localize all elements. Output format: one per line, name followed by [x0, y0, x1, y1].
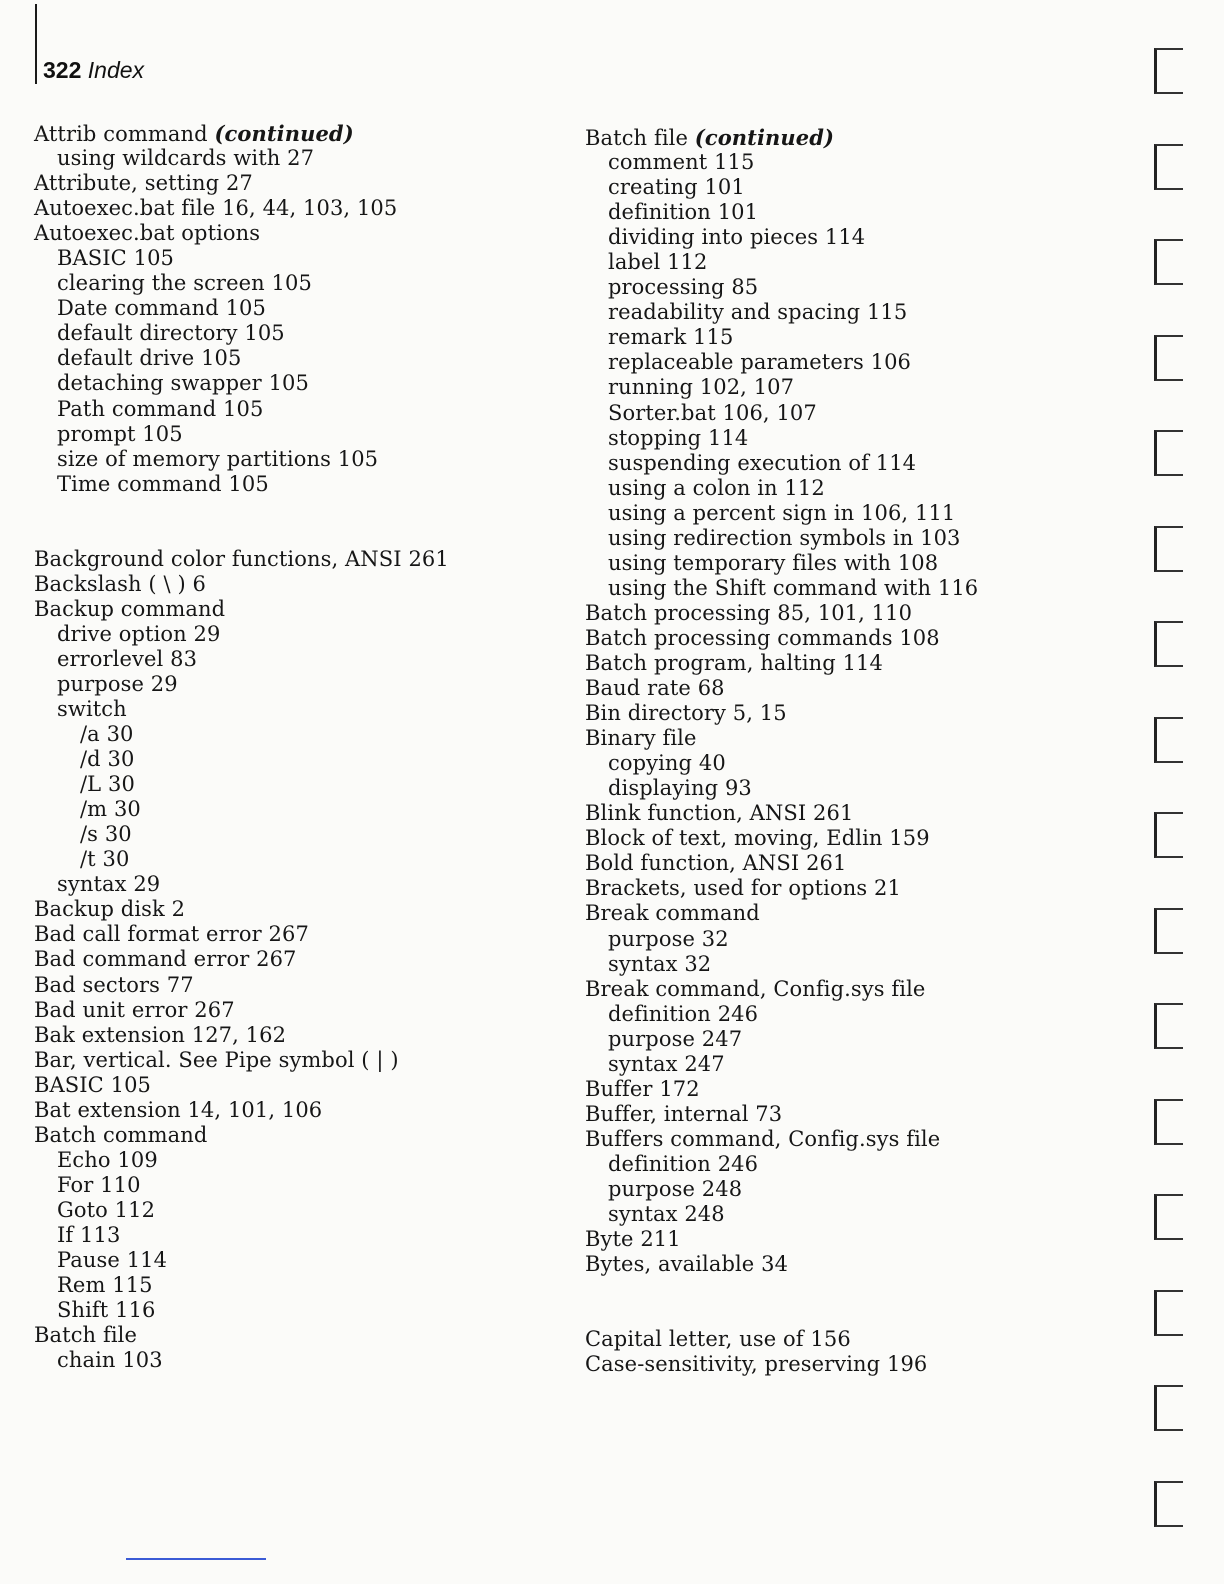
index-subentry [34, 622, 554, 647]
entry-text: Bytes, available 34 [585, 1252, 789, 1277]
entry-text: Binary file [585, 726, 697, 751]
entry-text: If 113 [57, 1222, 121, 1247]
index-subentry [34, 447, 554, 472]
index-subentry [585, 551, 1105, 576]
index-entry [34, 171, 554, 196]
entry-text: switch [57, 696, 127, 721]
index-subentry [585, 501, 1105, 526]
thumb-tab [1154, 812, 1183, 858]
entry-text: Buffer 172 [585, 1076, 700, 1101]
thumb-tab [1154, 1290, 1183, 1336]
entry-text: Batch file [585, 126, 688, 150]
thumb-tab-strip [1150, 0, 1190, 1584]
page-number: 322 [43, 57, 82, 83]
index-subentry [585, 325, 1105, 350]
entry-text: dividing into pieces 114 [608, 225, 866, 250]
index-subentry [585, 451, 1105, 476]
entry-text: Bold function, ANSI 261 [585, 851, 847, 876]
index-entry [34, 897, 554, 922]
index-entry [585, 1077, 1105, 1102]
index-entry [585, 851, 1105, 876]
index-subentry [585, 1202, 1105, 1227]
thumb-tab [1154, 48, 1183, 94]
entry-text: /m 30 [80, 797, 141, 822]
index-entry [585, 826, 1105, 851]
entry-text: using a colon in 112 [608, 475, 825, 500]
index-subentry [585, 401, 1105, 426]
entry-text: Rem 115 [57, 1273, 153, 1298]
thumb-tab [1154, 1481, 1183, 1527]
index-subentry [585, 250, 1105, 275]
entry-text: using redirection symbols in 103 [608, 525, 961, 550]
entry-text: Attrib command [34, 122, 208, 146]
thumb-tab [1154, 1003, 1183, 1049]
entry-text: chain 103 [57, 1348, 163, 1373]
entry-text: Bak extension 127, 162 [34, 1022, 287, 1047]
index-subentry [585, 1027, 1105, 1052]
index-subentry [585, 751, 1105, 776]
entry-text: size of memory partitions 105 [57, 446, 379, 471]
index-subentry [34, 672, 554, 697]
index-subentry [34, 1348, 554, 1373]
entry-text: errorlevel 83 [57, 646, 198, 671]
entry-text: Shift 116 [57, 1298, 156, 1323]
entry-text: BASIC 105 [57, 246, 175, 271]
index-subentry [585, 1177, 1105, 1202]
index-entry [585, 701, 1105, 726]
index-subentry [34, 822, 554, 847]
entry-text: Bat extension 14, 101, 106 [34, 1097, 323, 1122]
entry-text: syntax 247 [608, 1051, 725, 1076]
index-group-b-left [34, 547, 554, 1374]
entry-text: Bad sectors 77 [34, 972, 194, 997]
index-entry [34, 998, 554, 1023]
thumb-tab [1154, 1194, 1183, 1240]
entry-text: suspending execution of 114 [608, 450, 917, 475]
index-subentry [34, 747, 554, 772]
entry-text: Autoexec.bat options [34, 221, 261, 246]
entry-text: creating 101 [608, 175, 745, 200]
index-subentry [34, 847, 554, 872]
entry-text: replaceable parameters 106 [608, 350, 912, 375]
entry-text: Backslash ( \ ) 6 [34, 571, 206, 596]
entry-text: Break command [585, 901, 760, 926]
entry-text: Date command 105 [57, 296, 266, 321]
index-subentry [34, 146, 554, 171]
entry-text: displaying 93 [608, 776, 752, 801]
index-subentry [585, 275, 1105, 300]
entry-text: drive option 29 [57, 621, 221, 646]
index-entry [585, 1127, 1105, 1152]
index-subentry [34, 1273, 554, 1298]
index-subentry [585, 1002, 1105, 1027]
index-entry [585, 676, 1105, 701]
index-subentry [34, 296, 554, 321]
index-entry [585, 726, 1105, 751]
index-column-right [585, 125, 1105, 1377]
index-entry [34, 922, 554, 947]
entry-text: Backup disk 2 [34, 897, 186, 922]
index-subentry [585, 300, 1105, 325]
index-entry [34, 196, 554, 221]
index-group-b-right [585, 1327, 1105, 1377]
entry-text: processing 85 [608, 275, 759, 300]
index-subentry [34, 1198, 554, 1223]
index-subentry [34, 422, 554, 447]
entry-text: Blink function, ANSI 261 [585, 801, 854, 826]
entry-text: Backup command [34, 596, 226, 621]
index-entry [34, 947, 554, 972]
entry-text: Brackets, used for options 21 [585, 876, 901, 901]
entry-text: Autoexec.bat file 16, 44, 103, 105 [34, 196, 398, 221]
entry-text: syntax 32 [608, 951, 712, 976]
index-subentry [585, 952, 1105, 977]
entry-text: Pause 114 [57, 1248, 168, 1273]
index-entry [34, 597, 554, 622]
entry-text: detaching swapper 105 [57, 371, 309, 396]
entry-text: using temporary files with 108 [608, 550, 939, 575]
index-subentry [34, 271, 554, 296]
entry-text: Bar, vertical. See Pipe symbol ( | ) [34, 1047, 399, 1072]
page-title: Index [87, 57, 145, 83]
index-entry [585, 801, 1105, 826]
index-group-a-left [34, 121, 554, 497]
entry-text: running 102, 107 [608, 375, 795, 400]
entry-text: readability and spacing 115 [608, 300, 908, 325]
continued-label: (continued) [214, 121, 354, 146]
index-subentry [585, 350, 1105, 375]
index-subentry [34, 371, 554, 396]
index-entry [585, 1327, 1105, 1352]
entry-text: Case-sensitivity, preserving 196 [585, 1352, 928, 1377]
entry-text: Bin directory 5, 15 [585, 701, 787, 726]
index-subentry [585, 776, 1105, 801]
index-subentry [585, 927, 1105, 952]
entry-text: Capital letter, use of 156 [585, 1327, 851, 1352]
thumb-tab [1154, 239, 1183, 285]
entry-text: Buffers command, Config.sys file [585, 1126, 941, 1151]
index-group-a-right [585, 125, 1105, 1277]
entry-text: definition 101 [608, 200, 759, 225]
entry-text: Batch processing commands 108 [585, 625, 940, 650]
index-subentry [585, 476, 1105, 501]
index-subentry [585, 175, 1105, 200]
entry-text: /t 30 [80, 847, 130, 872]
index-subentry [585, 1052, 1105, 1077]
continued-label: (continued) [694, 125, 835, 150]
entry-text: Break command, Config.sys file [585, 976, 926, 1001]
entry-text: label 112 [608, 250, 708, 275]
entry-text: /s 30 [80, 822, 132, 847]
index-subentry [34, 321, 554, 346]
entry-text: Path command 105 [57, 396, 264, 421]
entry-text: remark 115 [608, 325, 734, 350]
group-spacer [585, 1277, 1105, 1327]
index-column-left [34, 121, 554, 1373]
entry-text: purpose 29 [57, 671, 178, 696]
thumb-tab [1154, 717, 1183, 763]
thumb-tab [1154, 1099, 1183, 1145]
index-entry [34, 1073, 554, 1098]
entry-text: Buffer, internal 73 [585, 1101, 783, 1126]
index-subentry [34, 872, 554, 897]
index-subentry [585, 200, 1105, 225]
index-subentry [585, 150, 1105, 175]
entry-text: purpose 32 [608, 926, 729, 951]
index-entry [34, 221, 554, 246]
index-subentry [34, 1223, 554, 1248]
index-entry [34, 973, 554, 998]
entry-text: Sorter.bat 106, 107 [608, 400, 817, 425]
index-subentry [585, 426, 1105, 451]
entry-text: copying 40 [608, 751, 726, 776]
entry-text: purpose 248 [608, 1176, 743, 1201]
entry-text: Attribute, setting 27 [34, 171, 253, 196]
entry-text: using the Shift command with 116 [608, 575, 979, 600]
thumb-tab [1154, 430, 1183, 476]
entry-text: For 110 [57, 1172, 141, 1197]
index-subentry [34, 246, 554, 271]
margin-rule [35, 4, 37, 84]
index-entry [34, 572, 554, 597]
index-subentry [34, 697, 554, 722]
index-entry [585, 125, 1105, 150]
index-subentry [34, 722, 554, 747]
index-subentry [34, 647, 554, 672]
thumb-tab [1154, 526, 1183, 572]
entry-text: /d 30 [80, 747, 135, 772]
entry-text: Byte 211 [585, 1227, 681, 1252]
index-subentry [34, 772, 554, 797]
thumb-tab [1154, 908, 1183, 954]
entry-text: using a percent sign in 106, 111 [608, 500, 956, 525]
index-subentry [34, 1173, 554, 1198]
index-subentry [34, 472, 554, 497]
entry-text: default drive 105 [57, 346, 242, 371]
index-subentry [34, 346, 554, 371]
entry-text: Batch program, halting 114 [585, 650, 883, 675]
entry-text: Bad call format error 267 [34, 922, 309, 947]
index-subentry [585, 1152, 1105, 1177]
index-entry [585, 601, 1105, 626]
index-entry [585, 1252, 1105, 1277]
index-entry [34, 1098, 554, 1123]
entry-text: Bad command error 267 [34, 947, 297, 972]
entry-text: definition 246 [608, 1151, 759, 1176]
entry-text: Batch command [34, 1122, 208, 1147]
thumb-tab [1154, 1385, 1183, 1431]
entry-text: default directory 105 [57, 321, 285, 346]
thumb-tab [1154, 621, 1183, 667]
index-entry [585, 1102, 1105, 1127]
entry-text: Background color functions, ANSI 261 [34, 546, 449, 571]
index-entry [34, 1323, 554, 1348]
group-spacer [34, 497, 554, 547]
running-head [43, 57, 144, 84]
entry-text: Batch file [34, 1323, 137, 1348]
index-subentry [585, 225, 1105, 250]
index-entry [585, 1352, 1105, 1377]
entry-text: syntax 248 [608, 1202, 725, 1227]
entry-text: Batch processing 85, 101, 110 [585, 600, 913, 625]
index-entry [585, 876, 1105, 901]
index-subentry [585, 375, 1105, 400]
index-entry [34, 547, 554, 572]
thumb-tab [1154, 335, 1183, 381]
entry-text: using wildcards with 27 [57, 146, 315, 171]
index-entry [585, 651, 1105, 676]
index-subentry [34, 1248, 554, 1273]
index-entry [34, 1123, 554, 1148]
index-entry [585, 977, 1105, 1002]
entry-text: Goto 112 [57, 1197, 156, 1222]
index-subentry [34, 797, 554, 822]
index-subentry [585, 526, 1105, 551]
index-subentry [585, 576, 1105, 601]
thumb-tab [1154, 144, 1183, 190]
index-subentry [34, 1148, 554, 1173]
entry-text: prompt 105 [57, 421, 183, 446]
entry-text: /a 30 [80, 722, 134, 747]
index-entry [34, 1048, 554, 1073]
entry-text: stopping 114 [608, 425, 749, 450]
entry-text: BASIC 105 [34, 1072, 152, 1097]
entry-text: Echo 109 [57, 1147, 158, 1172]
index-entry [34, 1023, 554, 1048]
entry-text: definition 246 [608, 1001, 759, 1026]
index-entry [585, 901, 1105, 926]
entry-text: Block of text, moving, Edlin 159 [585, 826, 930, 851]
index-entry [585, 1227, 1105, 1252]
index-entry [585, 626, 1105, 651]
entry-text: syntax 29 [57, 872, 161, 897]
index-subentry [34, 1298, 554, 1323]
entry-text: clearing the screen 105 [57, 271, 312, 296]
footer-rule [126, 1558, 266, 1560]
entry-text: purpose 247 [608, 1026, 743, 1051]
entry-text: /L 30 [80, 772, 135, 797]
entry-text: comment 115 [608, 150, 755, 175]
entry-text: Baud rate 68 [585, 676, 725, 701]
entry-text: Bad unit error 267 [34, 997, 235, 1022]
index-subentry [34, 397, 554, 422]
index-entry [34, 121, 554, 146]
entry-text: Time command 105 [57, 471, 269, 496]
